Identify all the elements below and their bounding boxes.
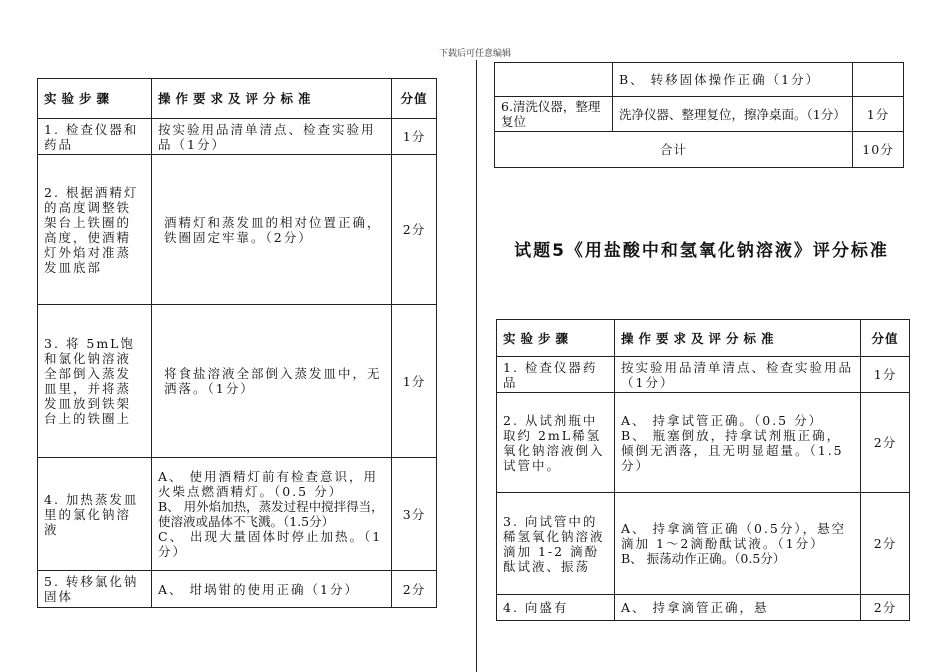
score-cell: 1分 [392,305,437,458]
table-row [38,571,437,608]
header-score: 分值 [861,320,910,357]
step-cell: 1. 检查仪器药品 [497,357,615,393]
requirement-item-b: B、 瓶塞倒放，持拿试剂瓶正确，倾倒无洒落，且无明显超量。（1.5分） [621,427,844,473]
score-cell [853,63,904,97]
table-row [38,458,437,571]
score-cell: 2分 [861,393,910,493]
table-row [495,97,904,132]
requirement-item-c: C、 出现大量固体时停止加热。（1分） [158,529,383,559]
requirement-cell: 按实验用品清单清点、检查实验用品（1分） [615,357,861,393]
table-header-row [497,320,910,357]
left-scoring-table [37,78,437,608]
right-scoring-table [496,319,910,621]
score-cell: 2分 [392,571,437,608]
requirement-cell: A、 持拿滴管正确，悬 [615,595,861,621]
requirement-cell: B、 转移固体操作正确（1分） [613,63,853,97]
header-step: 实验步骤 [497,320,615,357]
total-label: 合计 [495,132,853,168]
table-header-row [38,79,437,119]
step-cell [495,63,613,97]
step-cell: 3. 将 5mL饱和氯化钠溶液全部倒入蒸发皿里，并将蒸发皿放到铁架台上的铁圈上 [38,305,152,458]
step-cell: 2. 根据酒精灯的高度调整铁架台上铁圈的高度，使酒精灯外焰对准蒸发皿底部 [38,155,152,305]
watermark-text: 下载后可任意编辑 [438,49,511,59]
requirement-cell [615,493,861,595]
left-table-continuation [494,62,904,168]
requirement-item-a: A、 持拿试管正确。（0.5 分） [621,412,824,428]
step-cell: 2. 从试剂瓶中取约 2mL稀氢氧化钠溶液倒入试管中。 [497,393,615,493]
header-requirement: 操作要求及评分标准 [152,79,392,119]
score-cell: 1分 [392,119,437,155]
header-score: 分值 [392,79,437,119]
requirement-item-a: A、 使用酒精灯前有检查意识，用火柴点燃酒精灯。（0.5 分） [158,469,379,499]
table-row [497,393,910,493]
step-cell: 5. 转移氯化钠固体 [38,571,152,608]
table-row [497,493,910,595]
score-cell: 2分 [861,493,910,595]
requirement-cell: A、 坩埚钳的使用正确（1分） [152,571,392,608]
table-row [497,595,910,621]
requirement-item-a: A、 持拿滴管正确（0.5分），悬空滴加 1～2滴酚酞试液。（1分） [621,521,847,551]
table-row [495,63,904,97]
requirement-cell [152,458,392,571]
table-row [38,155,437,305]
score-cell: 2分 [392,155,437,305]
score-cell: 1分 [861,357,910,393]
score-cell: 2分 [861,595,910,621]
requirement-item-b: B、 用外焰加热，蒸发过程中搅拌得当，使溶液或晶体不飞溅。（1.5分） [158,499,384,529]
total-score: 10分 [853,132,904,168]
step-cell: 4. 向盛有 [497,595,615,621]
header-step: 实验步骤 [38,79,152,119]
total-row [495,132,904,168]
step-cell: 4. 加热蒸发皿里的氯化钠溶液 [38,458,152,571]
table-row [497,357,910,393]
header-requirement: 操作要求及评分标准 [615,320,861,357]
step-cell: 1. 检查仪器和药品 [38,119,152,155]
requirement-cell: 洗净仪器、整理复位，擦净桌面。（1分） [613,97,853,132]
table-row [38,119,437,155]
requirement-cell: 按实验用品清单清点、检查实验用品（1分） [152,119,392,155]
score-cell: 1分 [853,97,904,132]
requirement-cell: 将食盐溶液全部倒入蒸发皿中，无洒落。（1分） [152,305,392,458]
section-title: 试题5《用盐酸中和氢氧化钠溶液》评分标准 [514,241,889,261]
step-cell: 3. 向试管中的稀氢氧化钠溶液滴加 1-2 滴酚酞试液、振荡 [497,493,615,595]
table-row [38,305,437,458]
requirement-cell [615,393,861,493]
step-cell: 6.清洗仪器，整理复位 [495,97,613,132]
requirement-item-b: B、 振荡动作正确。（0.5分） [621,551,786,566]
column-divider [476,60,477,672]
requirement-cell: 酒精灯和蒸发皿的相对位置正确，铁圈固定牢靠。（2分） [152,155,392,305]
score-cell: 3分 [392,458,437,571]
